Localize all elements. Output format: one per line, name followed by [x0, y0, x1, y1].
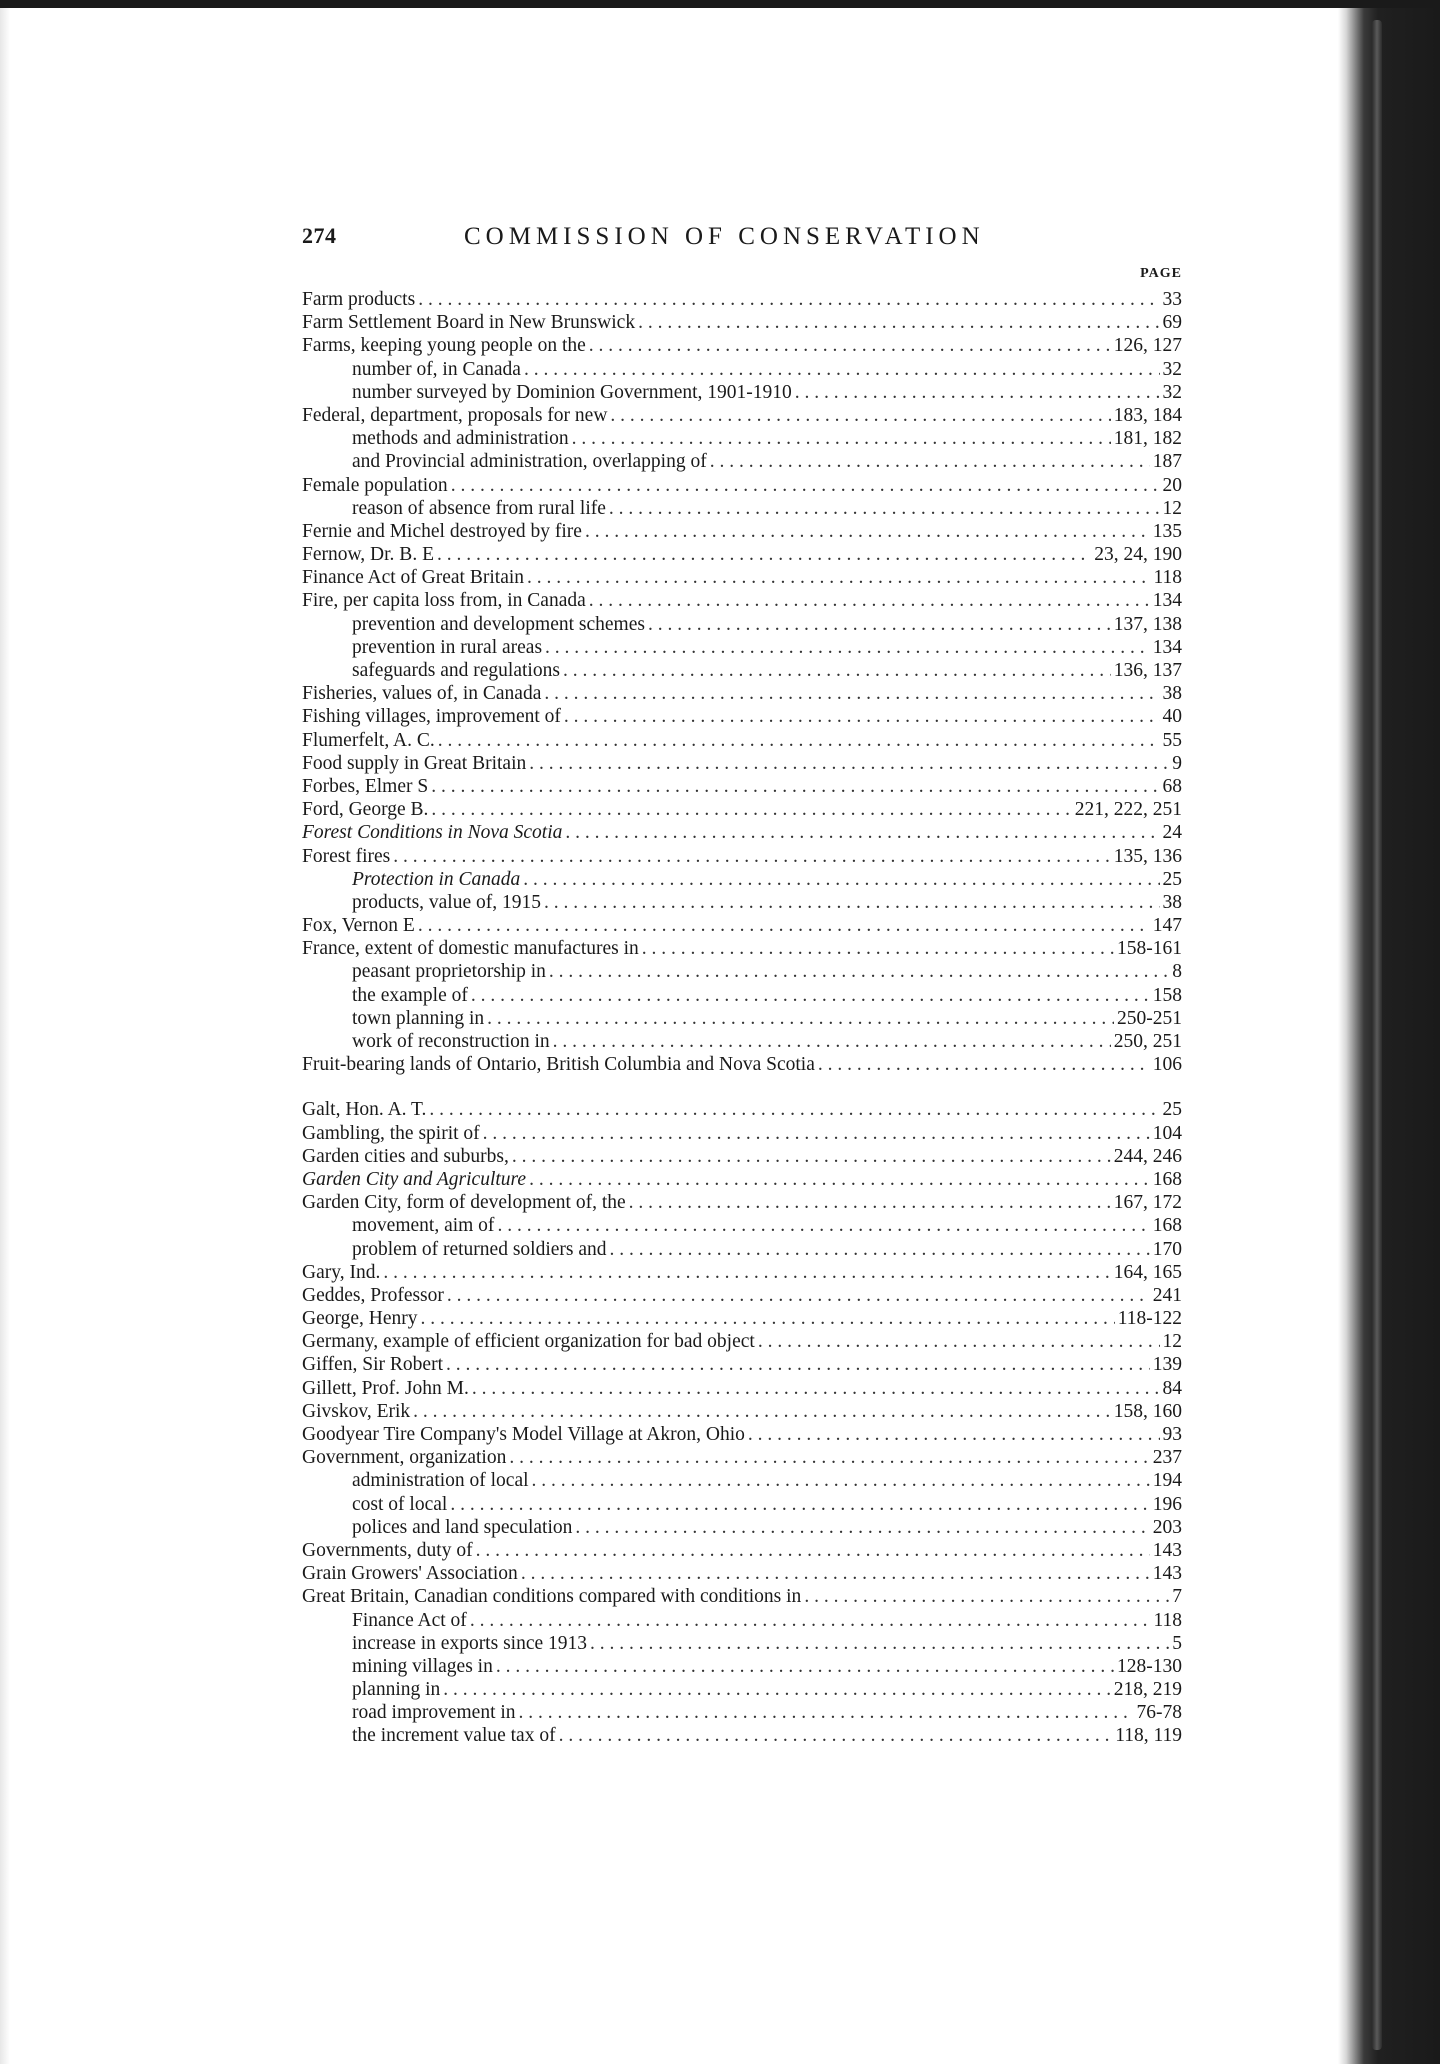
index-entry: [302, 1539, 1182, 1562]
entry-text: Fernow, Dr. B. E: [302, 544, 434, 566]
leader-dots: [519, 1701, 1134, 1724]
entry-pages: 25: [1162, 1099, 1182, 1121]
index-subentry: [302, 1609, 1182, 1632]
index-subentry: [302, 1469, 1182, 1492]
leader-dots: [629, 1191, 1111, 1214]
index-entry: [302, 937, 1182, 960]
index-entry: [302, 474, 1182, 497]
index-subentry: [302, 1655, 1182, 1678]
index-section-g: [302, 1098, 1182, 1747]
leader-dots: [470, 1609, 1151, 1632]
entry-pages: 143: [1152, 1563, 1182, 1585]
entry-text: Fishing villages, improvement of: [302, 706, 561, 728]
leader-dots: [590, 1632, 1169, 1655]
index-subentry: [302, 891, 1182, 914]
entry-pages: 69: [1162, 312, 1182, 334]
leader-dots: [610, 404, 1110, 427]
entry-pages: 106: [1152, 1054, 1182, 1076]
entry-text: work of reconstruction in: [352, 1031, 550, 1052]
index-subentry: [302, 960, 1182, 983]
index-entry: [302, 1098, 1182, 1121]
entry-pages: 168: [1152, 1168, 1182, 1190]
page-number: 274: [302, 223, 337, 248]
leader-dots: [497, 1214, 1149, 1237]
leader-dots: [804, 1585, 1169, 1608]
entry-pages: 55: [1162, 729, 1182, 751]
entry-pages: 194: [1152, 1470, 1182, 1492]
index-entry: [302, 520, 1182, 543]
entry-pages: 8: [1172, 961, 1182, 983]
index-entry: [302, 288, 1182, 311]
entry-text: Fire, per capita loss from, in Canada: [302, 590, 586, 612]
index-entry: [302, 1353, 1182, 1376]
leader-dots: [509, 1446, 1149, 1469]
leader-dots: [521, 1562, 1150, 1585]
entry-text: Farm products: [302, 289, 416, 310]
entry-pages: 167, 172: [1113, 1192, 1182, 1214]
entry-text: number of, in Canada: [352, 358, 521, 380]
scan-top-edge: [0, 0, 1440, 8]
entry-pages: 250, 251: [1113, 1031, 1182, 1052]
entry-pages: 158, 160: [1113, 1400, 1182, 1422]
leader-dots: [487, 1007, 1114, 1030]
entry-pages: 84: [1162, 1377, 1182, 1399]
entry-pages: 143: [1152, 1539, 1182, 1561]
entry-text: Fernie and Michel destroyed by fire: [302, 520, 582, 542]
entry-text: Fruit-bearing lands of Ontario, British Columbia and Nova Scotia: [302, 1054, 815, 1076]
leader-dots: [565, 821, 1159, 844]
entry-pages: 118, 119: [1115, 1725, 1182, 1747]
leader-dots: [447, 1284, 1150, 1307]
entry-text: number surveyed by Dominion Government, 1901-1910: [352, 381, 792, 403]
leader-dots: [472, 1377, 1160, 1400]
leader-dots: [471, 984, 1150, 1007]
entry-pages: 147: [1152, 915, 1182, 937]
entry-text: Farms, keeping young people on the: [302, 335, 586, 357]
index-subentry: [302, 1678, 1182, 1701]
entry-pages: 250-251: [1117, 1007, 1182, 1029]
index-entry: [302, 1400, 1182, 1423]
entry-text: Gambling, the spirit of: [302, 1122, 480, 1144]
entry-text: Garden cities and suburbs,: [302, 1145, 509, 1167]
leader-dots: [483, 1122, 1150, 1145]
leader-dots: [648, 613, 1111, 636]
leader-dots: [383, 1261, 1110, 1284]
index-subentry: [302, 613, 1182, 636]
entry-text: George, Henry: [302, 1308, 418, 1330]
entry-pages: 136, 137: [1113, 660, 1182, 681]
entry-pages: 7: [1172, 1586, 1182, 1608]
leader-dots: [795, 381, 1160, 404]
entry-text: Finance Act of Great Britain: [302, 567, 525, 589]
entry-pages: 68: [1162, 775, 1182, 797]
index-entry: [302, 775, 1182, 798]
entry-text: the increment value tax of: [352, 1725, 556, 1747]
index-subentry: [302, 1007, 1182, 1030]
entry-text: Fisheries, values of, in Canada: [302, 683, 542, 705]
entry-text: Goodyear Tire Company's Model Village at Akron, Ohio: [302, 1424, 745, 1445]
entry-pages: 134: [1152, 636, 1182, 658]
entry-text: Garden City, form of development of, the: [302, 1192, 626, 1214]
entry-pages: 20: [1162, 474, 1182, 496]
index-entry: [302, 1191, 1182, 1214]
entry-text: Female population: [302, 474, 448, 496]
leader-dots: [438, 729, 1160, 752]
entry-text: peasant proprietorship in: [352, 961, 546, 983]
leader-dots: [638, 311, 1159, 334]
entry-pages: 183, 184: [1113, 404, 1182, 426]
index-subentry: [302, 1238, 1182, 1261]
entry-text: prevention and development schemes: [352, 613, 645, 635]
index-subentry: [302, 358, 1182, 381]
entry-pages: 139: [1152, 1354, 1182, 1376]
page-header: [302, 223, 1182, 255]
entry-text: town planning in: [352, 1007, 485, 1029]
entry-text: Flumerfelt, A. C.: [302, 729, 435, 751]
index-entry: [302, 845, 1182, 868]
leader-dots: [564, 705, 1160, 728]
leader-dots: [585, 520, 1150, 543]
index-entry: [302, 404, 1182, 427]
leader-dots: [642, 937, 1114, 960]
leader-dots: [431, 775, 1159, 798]
entry-pages: 25: [1162, 868, 1182, 890]
leader-dots: [451, 474, 1160, 497]
leader-dots: [529, 752, 1169, 775]
entry-pages: 118: [1153, 567, 1182, 589]
entry-text: Forest Conditions in Nova Scotia: [302, 822, 563, 844]
index-subentry: [302, 1214, 1182, 1237]
entry-text: France, extent of domestic manufactures in: [302, 938, 639, 960]
entry-pages: 158: [1152, 984, 1182, 1006]
leader-dots: [524, 358, 1160, 381]
entry-text: Grain Growers' Association: [302, 1563, 518, 1585]
entry-text: Gillett, Prof. John M.: [302, 1377, 469, 1399]
leader-dots: [421, 1307, 1115, 1330]
index-entry: [302, 334, 1182, 357]
entry-pages: 40: [1162, 706, 1182, 728]
index-entry: [302, 729, 1182, 752]
leader-dots: [549, 960, 1169, 983]
leader-dots: [496, 1655, 1114, 1678]
index-entry: [302, 566, 1182, 589]
entry-pages: 218, 219: [1113, 1679, 1182, 1701]
entry-pages: 12: [1162, 497, 1182, 519]
index-entry: [302, 1145, 1182, 1168]
index-subentry: [302, 1724, 1182, 1747]
entry-text: and Provincial administration, overlapping of: [352, 451, 707, 473]
index-subentry: [302, 450, 1182, 473]
entry-text: cost of local: [352, 1493, 448, 1515]
leader-dots: [544, 891, 1159, 914]
leader-dots: [545, 636, 1150, 659]
entry-text: Gary, Ind.: [302, 1261, 381, 1283]
leader-dots: [532, 1469, 1150, 1492]
entry-pages: 9: [1172, 752, 1182, 774]
leader-dots: [431, 798, 1071, 821]
leader-dots: [544, 682, 1159, 705]
leader-dots: [710, 450, 1150, 473]
entry-text: Finance Act of: [352, 1609, 467, 1631]
entry-pages: 76-78: [1136, 1702, 1182, 1724]
entry-pages: 126, 127: [1113, 335, 1182, 357]
running-head: COMMISSION OF CONSERVATION: [464, 223, 985, 250]
index-entry: [302, 543, 1182, 566]
index-subentry: [302, 636, 1182, 659]
entry-text: prevention in rural areas: [352, 636, 543, 658]
leader-dots: [527, 566, 1150, 589]
leader-dots: [758, 1330, 1160, 1353]
entry-pages: 137, 138: [1113, 613, 1182, 635]
index-entry: [302, 1168, 1182, 1191]
leader-dots: [429, 1098, 1159, 1121]
index-entry: [302, 1261, 1182, 1284]
index-entry: [302, 682, 1182, 705]
entry-pages: 118-122: [1117, 1308, 1182, 1330]
entry-pages: 170: [1152, 1238, 1182, 1260]
entry-text: Federal, department, proposals for new: [302, 404, 608, 426]
index-entry: [302, 1585, 1182, 1608]
index-entry: [302, 752, 1182, 775]
entry-text: Governments, duty of: [302, 1539, 473, 1561]
index-entry: [302, 798, 1182, 821]
leader-dots: [418, 914, 1150, 937]
entry-text: methods and administration: [352, 428, 569, 450]
leader-dots: [446, 1353, 1150, 1376]
leader-dots: [563, 659, 1111, 682]
entry-pages: 244, 246: [1113, 1145, 1182, 1167]
entry-pages: 135, 136: [1113, 845, 1182, 867]
index-entry: [302, 1053, 1182, 1076]
leader-dots: [523, 868, 1159, 891]
leader-dots: [437, 543, 1091, 566]
index-subentry: [302, 1632, 1182, 1655]
entry-text: Givskov, Erik: [302, 1400, 411, 1422]
index-subentry: [302, 984, 1182, 1007]
index-subentry: [302, 427, 1182, 450]
entry-pages: 203: [1152, 1516, 1182, 1538]
entry-text: Great Britain, Canadian conditions compared with conditions in: [302, 1586, 802, 1608]
entry-text: Garden City and Agriculture: [302, 1168, 527, 1190]
index-subentry: [302, 381, 1182, 404]
leader-dots: [610, 1238, 1150, 1261]
entry-pages: 93: [1162, 1424, 1182, 1445]
index-entry: [302, 1377, 1182, 1400]
leader-dots: [818, 1053, 1150, 1076]
entry-pages: 135: [1152, 520, 1182, 542]
entry-pages: 5: [1172, 1632, 1182, 1654]
entry-text: Government, organization: [302, 1447, 507, 1469]
leader-dots: [572, 427, 1111, 450]
leader-dots: [512, 1145, 1111, 1168]
index-entry: [302, 821, 1182, 844]
index-section-f: [302, 288, 1182, 1076]
entry-pages: 237: [1152, 1447, 1182, 1469]
entry-text: polices and land speculation: [352, 1516, 573, 1538]
index-entry: [302, 1122, 1182, 1145]
entry-text: increase in exports since 1913: [352, 1632, 588, 1654]
entry-text: Farm Settlement Board in New Brunswick: [302, 312, 636, 334]
leader-dots: [609, 497, 1160, 520]
entry-text: Geddes, Professor: [302, 1284, 444, 1306]
entry-pages: 33: [1162, 289, 1182, 310]
leader-dots: [443, 1678, 1110, 1701]
entry-text: products, value of, 1915: [352, 891, 542, 913]
index-entry: [302, 311, 1182, 334]
leader-dots: [559, 1724, 1113, 1747]
index-entry: [302, 1562, 1182, 1585]
entry-pages: 32: [1162, 381, 1182, 403]
index-entry: [302, 589, 1182, 612]
index-subentry: [302, 1516, 1182, 1539]
index-entry: [302, 1330, 1182, 1353]
entry-text: Forest fires: [302, 845, 391, 867]
index-subentry: [302, 659, 1182, 682]
entry-pages: 38: [1162, 683, 1182, 705]
entry-text: Giffen, Sir Robert: [302, 1354, 443, 1376]
entry-pages: 164, 165: [1113, 1261, 1182, 1283]
entry-text: reason of absence from rural life: [352, 497, 606, 519]
index-subentry: [302, 497, 1182, 520]
entry-pages: 181, 182: [1113, 428, 1182, 450]
entry-text: Fox, Vernon E: [302, 915, 415, 937]
leader-dots: [418, 288, 1159, 311]
index-entry: [302, 914, 1182, 937]
entry-text: road improvement in: [352, 1702, 516, 1724]
leader-dots: [553, 1030, 1111, 1053]
entry-pages: 24: [1162, 822, 1182, 844]
entry-pages: 32: [1162, 358, 1182, 380]
leader-dots: [450, 1493, 1149, 1516]
index-list: [302, 288, 1182, 1748]
entry-pages: 38: [1162, 891, 1182, 913]
leader-dots: [476, 1539, 1150, 1562]
entry-text: Galt, Hon. A. T.: [302, 1099, 427, 1121]
entry-text: Ford, George B.: [302, 799, 429, 821]
entry-pages: 104: [1152, 1122, 1182, 1144]
index-entry: [302, 1446, 1182, 1469]
leader-dots: [393, 845, 1110, 868]
leader-dots: [748, 1423, 1160, 1446]
entry-pages: 134: [1152, 590, 1182, 612]
leader-dots: [589, 589, 1150, 612]
index-subentry: [302, 1493, 1182, 1516]
entry-pages: 241: [1152, 1284, 1182, 1306]
entry-pages: 168: [1152, 1215, 1182, 1237]
entry-pages: 118: [1153, 1609, 1182, 1631]
index-entry: [302, 705, 1182, 728]
entry-pages: 196: [1152, 1493, 1182, 1515]
entry-text: the example of: [352, 984, 468, 1006]
book-spine-edge: [1372, 20, 1382, 2050]
entry-pages: 187: [1152, 451, 1182, 473]
index-entry: [302, 1284, 1182, 1307]
leader-dots: [575, 1516, 1149, 1539]
entry-pages: 128-130: [1117, 1655, 1182, 1677]
leader-dots: [413, 1400, 1111, 1423]
index-subentry: [302, 868, 1182, 891]
leader-dots: [589, 334, 1111, 357]
page-column-label: PAGE: [1140, 266, 1182, 281]
index-subentry: [302, 1030, 1182, 1053]
index-entry: [302, 1307, 1182, 1330]
entry-text: Germany, example of efficient organization for bad object: [302, 1331, 755, 1353]
index-subentry: [302, 1701, 1182, 1724]
entry-pages: 158-161: [1117, 938, 1182, 960]
entry-pages: 23, 24, 190: [1094, 544, 1182, 566]
entry-text: administration of local: [352, 1470, 529, 1492]
section-gap: [302, 1076, 1182, 1098]
entry-text: movement, aim of: [352, 1215, 495, 1237]
entry-pages: 12: [1162, 1331, 1182, 1353]
leader-dots: [529, 1168, 1150, 1191]
index-entry: [302, 1423, 1182, 1446]
entry-text: Protection in Canada: [352, 868, 521, 890]
entry-pages: 221, 222, 251: [1074, 799, 1182, 821]
entry-text: mining villages in: [352, 1655, 493, 1677]
entry-text: Food supply in Great Britain: [302, 752, 527, 774]
entry-text: safeguards and regulations: [352, 660, 560, 681]
entry-text: problem of returned soldiers and: [352, 1238, 607, 1260]
entry-text: Forbes, Elmer S: [302, 775, 429, 797]
entry-text: planning in: [352, 1679, 441, 1701]
